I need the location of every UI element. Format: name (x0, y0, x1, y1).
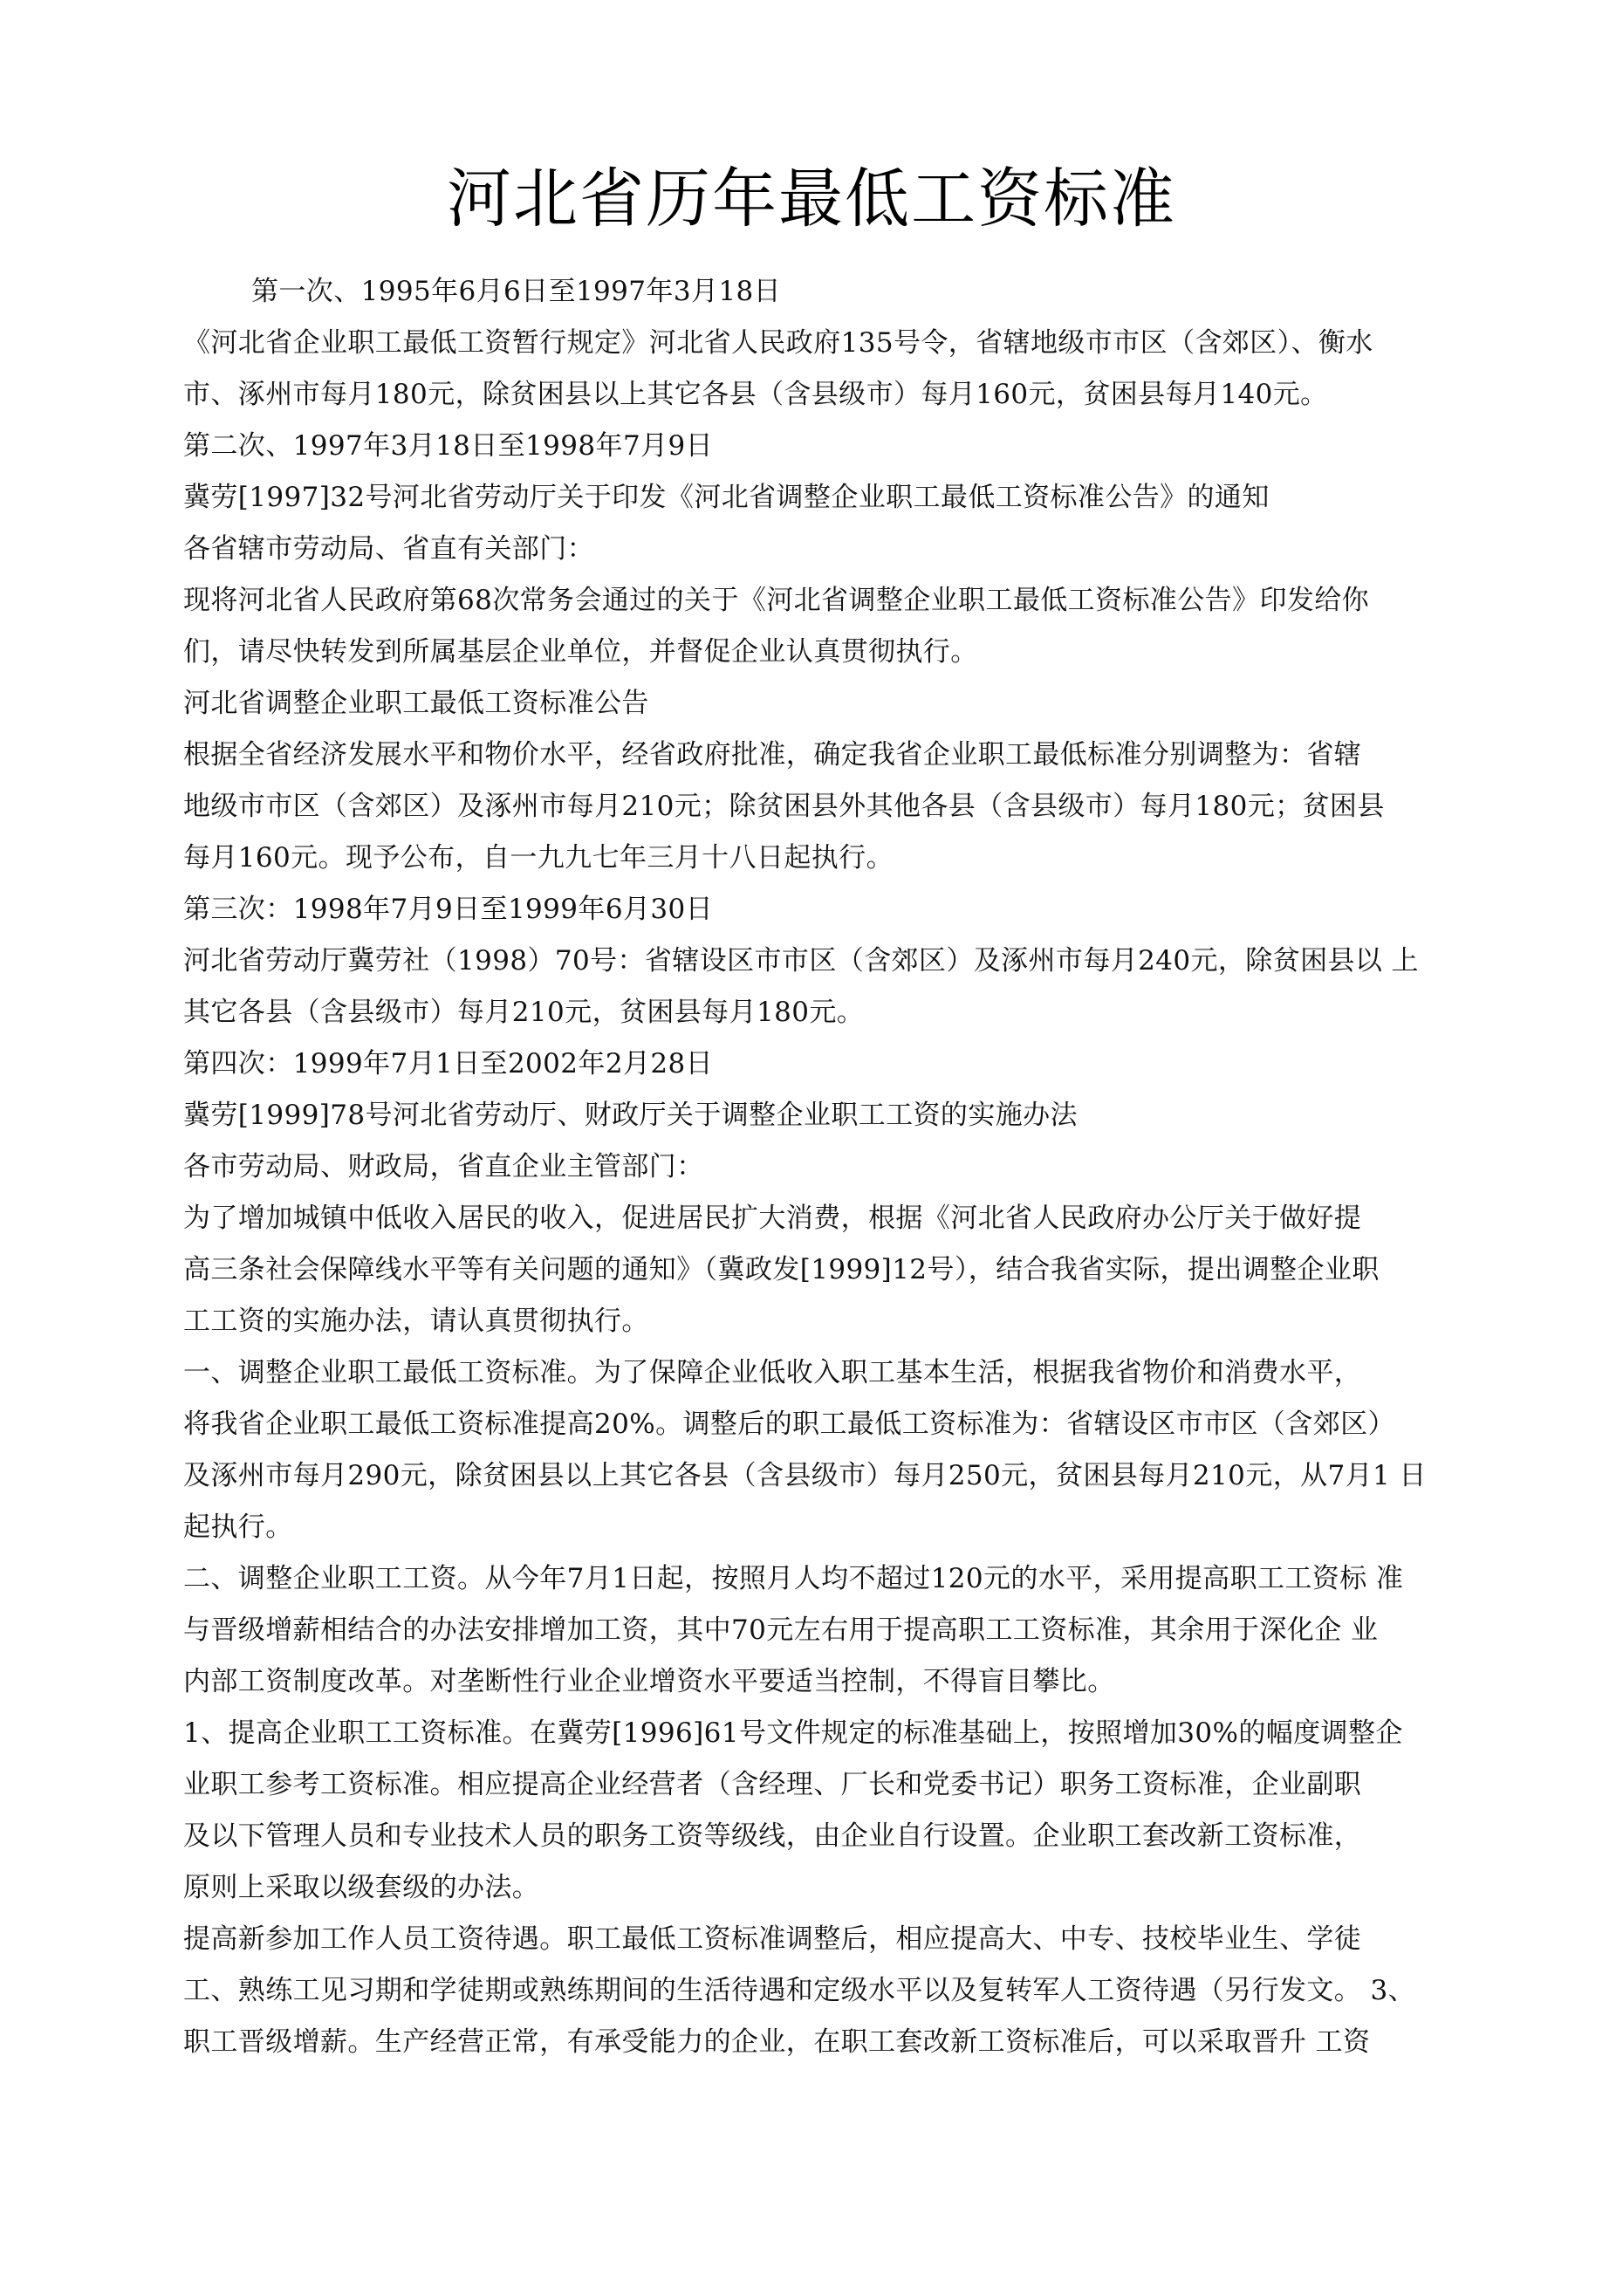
paragraph-line: 们，请尽快转发到所属基层企业单位，并督促企业认真贯彻执行。 (183, 636, 978, 668)
paragraph-line: 各省辖市劳动局、省直有关部门： (183, 533, 594, 565)
paragraph-line: 第一次、1995年6月6日至1997年3月18日 (251, 276, 781, 307)
paragraph-line: 原则上采取以级套级的办法。 (183, 1872, 540, 1903)
paragraph-line: 为了增加城镇中低收入居民的收入，促进居民扩大消费，根据《河北省人民政府办公厅关于做好提 (183, 1203, 1362, 1234)
paragraph-line: 高三条社会保障线水平等有关问题的通知》（冀政发[1999]12号），结合我省实际，提出调整企业职 (183, 1254, 1380, 1285)
paragraph-line: 将我省企业职工最低工资标准提高20%。调整后的职工最低工资标准为：省辖设区市市区（含郊区） (183, 1408, 1395, 1440)
document-body (183, 266, 1457, 2068)
paragraph-line: 业职工参考工资标准。相应提高企业经营者（含经理、厂长和党委书记）职务工资标准，企业副职 (183, 1769, 1362, 1800)
paragraph-line: 冀劳[1997]32号河北省劳动厅关于印发《河北省调整企业职工最低工资标准公告》的通知 (183, 482, 1270, 513)
paragraph-line: 二、调整企业职工工资。从今年7月1日起，按照月人均不超过120元的水平，采用提高职工工资标 准 (183, 1563, 1404, 1594)
paragraph-line: 起执行。 (183, 1511, 293, 1543)
paragraph-line: 职工晋级增薪。生产经营正常，有承受能力的企业，在职工套改新工资标准后，可以采取晋升 工资 (183, 2026, 1371, 2058)
paragraph-line: 及涿州市每月290元，除贫困县以上其它各县（含县级市）每月250元，贫困县每月210元，从7月1 日 (183, 1460, 1427, 1491)
paragraph-line: 河北省劳动厅冀劳社（1998）70号：省辖设区市市区（含郊区）及涿州市每月240元，除贫困县以 上 (183, 945, 1419, 977)
paragraph-line: 及以下管理人员和专业技术人员的职务工资等级线，由企业自行设置。企业职工套改新工资标准， (183, 1820, 1362, 1852)
paragraph-line: 第四次：1999年7月1日至2002年2月28日 (183, 1048, 713, 1079)
paragraph-line: 冀劳[1999]78号河北省劳动厅、财政厅关于调整企业职工工资的实施办法 (183, 1100, 1078, 1131)
paragraph-line: 各市劳动局、财政局，省直企业主管部门： (183, 1151, 704, 1182)
paragraph-line: 提高新参加工作人员工资待遇。职工最低工资标准调整后，相应提高大、中专、技校毕业生、学徒 (183, 1923, 1362, 1955)
paragraph-line: 根据全省经济发展水平和物价水平，经省政府批准，确定我省企业职工最低标准分别调整为：省辖 (183, 739, 1362, 771)
paragraph-line: 内部工资制度改革。对垄断性行业企业增资水平要适当控制，不得盲目攀比。 (183, 1666, 1115, 1697)
paragraph-line: 一、调整企业职工最低工资标准。为了保障企业低收入职工基本生活，根据我省物价和消费水平， (183, 1357, 1362, 1388)
paragraph-line: 与晋级增薪相结合的办法安排增加工资，其中70元左右用于提高职工工资标准，其余用于深化企 业 (183, 1614, 1379, 1646)
paragraph-line: 现将河北省人民政府第68次常务会通过的关于《河北省调整企业职工最低工资标准公告》印发给你 (183, 585, 1370, 616)
paragraph-line: 市、涿州市每月180元，除贫困县以上其它各县（含县级市）每月160元，贫困县每月140元。 (183, 379, 1328, 410)
paragraph-line: 工、熟练工见习期和学徒期或熟练期间的生活待遇和定级水平以及复转军人工资待遇（另行发文。 3、 (183, 1975, 1415, 2006)
paragraph-line: 其它各县（含县级市）每月210元，贫困县每月180元。 (183, 997, 865, 1028)
document-title: 河北省历年最低工资标准 (447, 161, 1176, 236)
paragraph-line: 第三次：1998年7月9日至1999年6月30日 (183, 894, 713, 925)
paragraph-line: 河北省调整企业职工最低工资标准公告 (183, 688, 649, 719)
paragraph-line: 每月160元。现予公布，自一九九七年三月十八日起执行。 (183, 842, 894, 874)
paragraph-line: 1、提高企业职工工资标准。在冀劳[1996]61号文件规定的标准基础上，按照增加30%的幅度调整企 (183, 1717, 1403, 1749)
paragraph-line: 地级市市区（含郊区）及涿州市每月210元；除贫困县外其他各县（含县级市）每月180元；贫困县 (183, 791, 1385, 822)
paragraph-line: 工工资的实施办法，请认真贯彻执行。 (183, 1306, 649, 1337)
paragraph-line: 《河北省企业职工最低工资暂行规定》河北省人民政府135号令，省辖地级市市区（含郊区）、衡水 (183, 327, 1373, 359)
paragraph-line: 第二次、1997年3月18日至1998年7月9日 (183, 430, 713, 462)
